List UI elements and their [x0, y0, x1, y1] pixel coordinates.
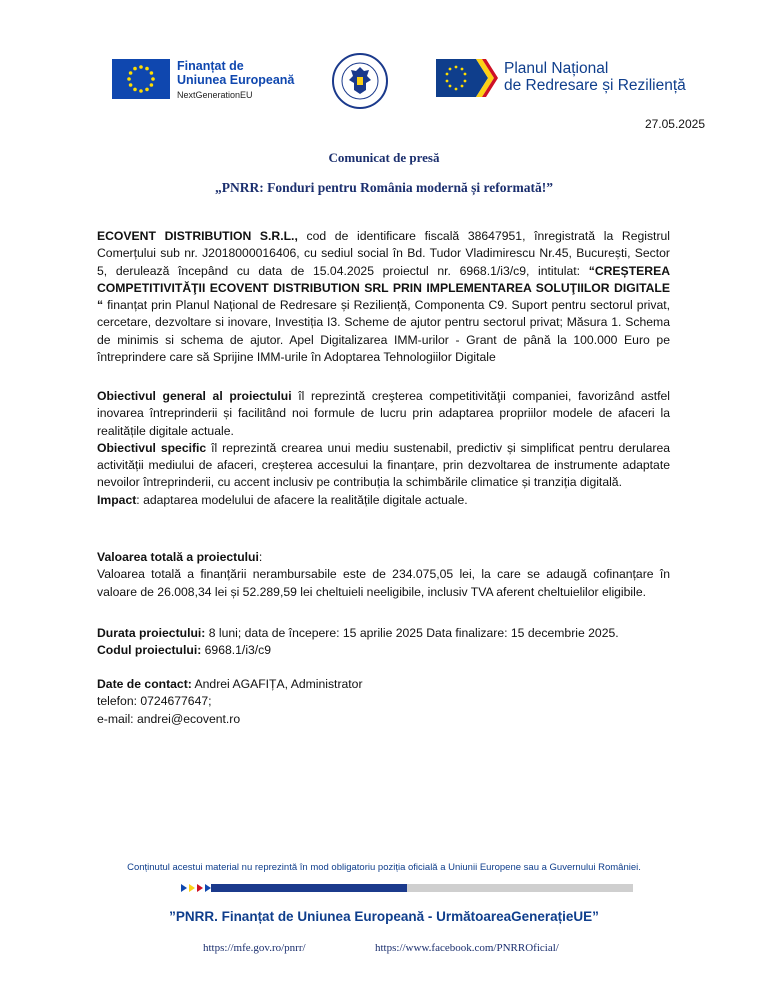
- contact-email: e-mail: andrei@ecovent.ro: [97, 711, 241, 726]
- project-code-text: 6968.1/i3/c9: [201, 643, 272, 658]
- document-date: 27.05.2025: [644, 117, 705, 131]
- contact-label: Date de contact:: [97, 677, 192, 691]
- intro-text-2: finanțat prin Planul Național de Redresare și Reziliență, Componenta C9. Suport pentru sectorul privat, cercetare, dezvoltare si inovare, Investiția I3. Scheme de ajutor pentru sectorul privat; Măsura 1. Schema de minimis si schema de ajutor. Apel Digitalizarea IMM-urilor - Grant de până la 100.000 Euro pe întreprindere care să Sprijine IMM-urile în Adoptarea Tehnologiilor Digitale: [97, 298, 670, 365]
- impact: [97, 492, 670, 509]
- intro-text: cod de identificare fiscală 38647951, înregistrată la Registrul Comerțului sub nr. J2018000016406, cu sediul social în Bd. Tudor Vladimirescu Nr.45, București, Sector 5, derulează începând cu data de 15.04.2025 proiectul nr. 6968.1/i3/c9, intitulat:: [97, 229, 670, 278]
- company-name: ECOVENT DISTRIBUTION S.R.L.,: [97, 229, 298, 243]
- contact-section: [97, 676, 670, 728]
- project-value-section: [97, 549, 670, 601]
- specific-objective-text: îl reprezintă crearea unui mediu sustenabil, predictiv și simplificat pentru derularea activității mediului de afaceri, creșterea accesului la finanțare, prin dezvoltarea de instrumente adaptate nevoilor întreprinderii, cu accent inclusiv pe contribuția la schimbările climatice și tranziția digitală.: [97, 440, 670, 490]
- page-subtitle: „PNRR: Fonduri pentru România modernă și reformată!”: [215, 180, 553, 195]
- pnrr-logo-line1: Planul Național: [504, 60, 609, 77]
- eu-flag-icon: [112, 59, 170, 99]
- romanian-government-seal: [331, 52, 389, 110]
- duration-text: 8 luni; data de începere: 15 aprilie 2025 Data finalizare: 15 decembrie 2025.: [205, 626, 619, 640]
- eu-logo-line2: Uniunea Europeană: [177, 73, 295, 87]
- project-value-text: Valoarea totală a finanțării nerambursabile este de 234.075,05 lei, la care se adaugă cofinanțare în valoare de 26.008,34 lei și 52.289,59 lei cheltuieli neeligibile, inclusiv TVA aferent cheltuielilor eligibile.: [97, 567, 670, 599]
- project-value-label: Valoarea totală a proiectului: [97, 550, 259, 564]
- impact-label: Impact: [97, 492, 137, 507]
- eu-logo-text: [177, 59, 297, 101]
- project-title: “CREȘTEREA COMPETITIVITĂŢII ECOVENT DISTRIBUTION SRL PRIN IMPLEMENTAREA SOLUŢIILOR DIGITALE “: [97, 263, 670, 313]
- objectives-section: [97, 388, 670, 509]
- contact-phone: telefon: 0724677647;: [97, 694, 212, 709]
- pnrr-logo: [436, 59, 686, 101]
- footer-tagline: ”PNRR. Finanțat de Uniunea Europeană - UrmătoareaGenerațieUE”: [169, 909, 599, 924]
- pnrr-flag-icon: [436, 59, 498, 97]
- project-code-label: Codul proiectului:: [97, 643, 202, 658]
- footer-color-bar: [181, 879, 633, 887]
- eu-funding-logo: [112, 59, 295, 101]
- project-details-section: [97, 625, 670, 660]
- intro-paragraph: [97, 228, 670, 366]
- general-objective-text: îl reprezintă creşterea competitivităţii companiei, favorizând astfel inovarea întreprinderii și facilitând noi formule de lucru prin adaptarea propriilor modele de afaceri la realitățile digitale actuale.: [97, 389, 670, 438]
- pnrr-logo-text: [504, 60, 686, 94]
- general-objective-label: Obiectivul general al proiectului: [97, 389, 292, 403]
- pnrr-logo-line2: de Redresare și Reziliență: [504, 77, 686, 94]
- footer-disclaimer: Conținutul acestui material nu reprezintă în mod obligatoriu poziția oficială a Uniunii Europene sau a Guvernului României.: [127, 862, 641, 873]
- link-facebook-pnrr[interactable]: https://www.facebook.com/PNRROficial/: [375, 942, 559, 954]
- contact-text: Andrei AGAFIȚA, Administrator: [191, 677, 363, 691]
- eu-logo-line3: NextGenerationEU: [177, 90, 253, 100]
- specific-objective-label: Obiectivul specific: [97, 440, 207, 455]
- page-title: Comunicat de presă: [328, 150, 440, 165]
- specific-objective: [97, 440, 670, 492]
- project-value-colon: :: [258, 550, 263, 564]
- general-objective: [97, 388, 670, 440]
- duration-label: Durata proiectului:: [97, 626, 206, 640]
- link-mfe-pnrr[interactable]: https://mfe.gov.ro/pnrr/: [203, 942, 306, 954]
- impact-text: : adaptarea modelului de afacere la realitățile digitale actuale.: [136, 492, 468, 507]
- eu-logo-line1: Finanțat de: [177, 59, 244, 73]
